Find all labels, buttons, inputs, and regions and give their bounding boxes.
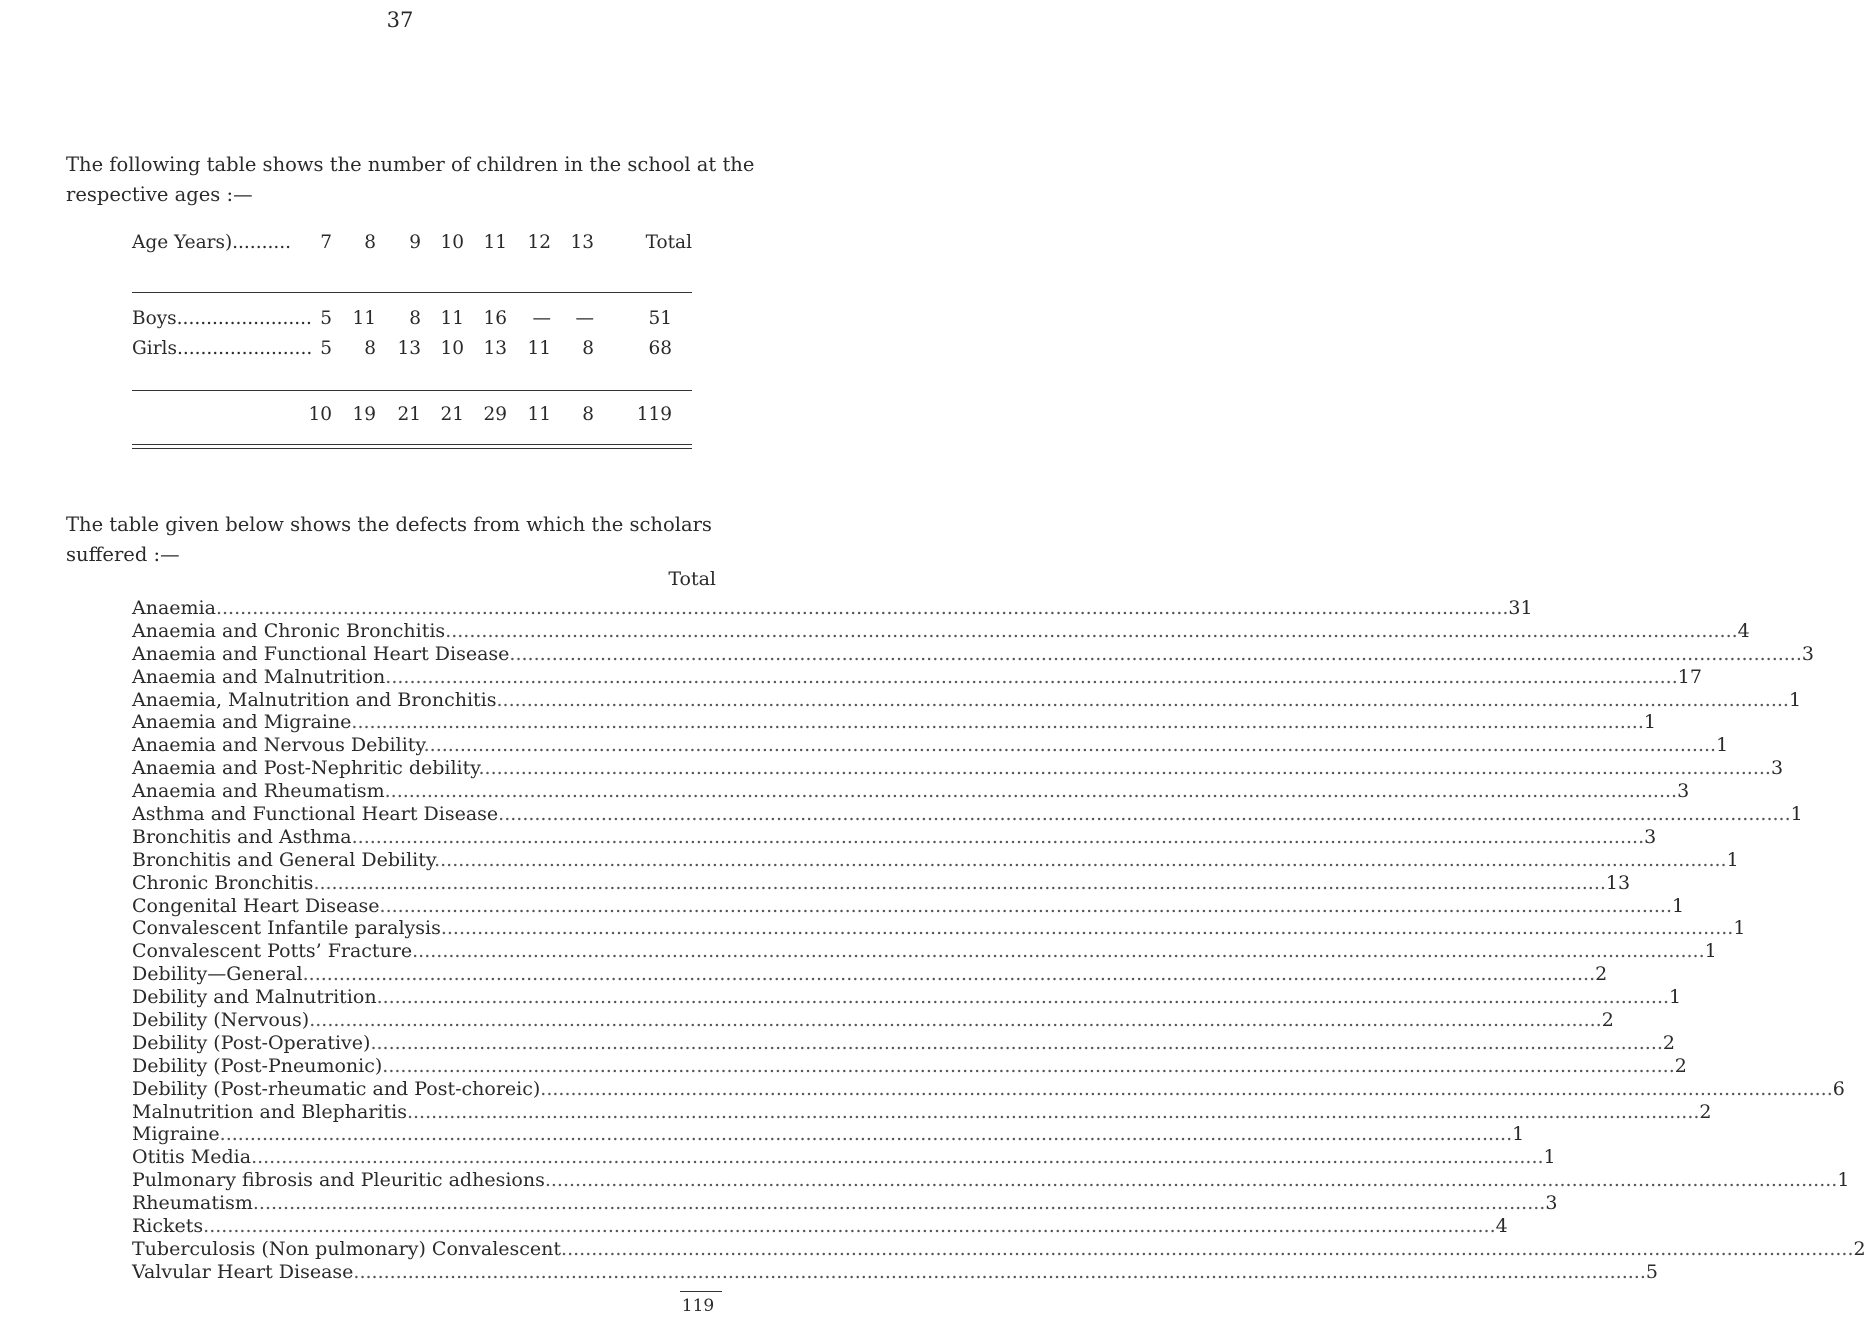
defect-row [132,963,1608,986]
defect-name: Tuberculosis (Non pulmonary) Convalescent ..... [132,1238,1854,1261]
age-header-row [132,232,692,262]
defect-row [132,688,1802,712]
table-rule [132,390,692,391]
defects-total-header: Total [668,568,716,590]
age-cell: — [575,308,594,329]
defect-row [132,1009,1614,1032]
defect-name: Bronchitis and Asthma ..... [132,826,1644,849]
defect-row [132,1031,1676,1055]
defect-row [132,597,1533,620]
age-header-cell: Total [645,232,692,253]
defect-row [132,803,1803,826]
age-cell: 68 [648,338,672,359]
age-cell: 8 [582,338,594,359]
defect-count: 3 [1677,780,1690,803]
defect-row [132,665,1702,689]
age-header-label: Age Years).......... [132,232,291,253]
defect-name: Anaemia and Malnutrition ..... [132,666,1678,689]
defect-row [132,1146,1556,1169]
table-double-rule [132,444,692,445]
defect-name: Anaemia and Rheumatism ..... [132,780,1677,803]
age-header-cell: 12 [527,232,551,253]
age-cell: 8 [364,338,376,359]
defect-count: 1 [1790,803,1803,826]
defect-count: 4 [1737,619,1750,642]
defect-count: 4 [1495,1215,1508,1238]
defect-name: Convalescent Infantile paralysis ..... [132,917,1733,940]
age-cell: 11 [527,338,551,359]
age-header-cell: 8 [364,232,376,253]
defect-count: 6 [1832,1077,1845,1100]
defect-count: 1 [1512,1123,1525,1146]
defect-count: 1 [1543,1146,1556,1169]
defect-count: 3 [1644,825,1657,848]
defect-count: 5 [1645,1260,1658,1283]
defect-row [132,1077,1845,1101]
age-cell: — [532,308,551,329]
defect-row [132,940,1717,963]
age-header-cell: 10 [440,232,464,253]
defect-name: Debility (Post-rheumatic and Post-choreic) ..... [132,1078,1833,1101]
defects-intro: The table given below shows the defects from which the scholars suffered :— [66,513,712,566]
age-table-intro: The following table shows the number of children in the school at the respective ages :— [66,153,755,206]
defect-name: Anaemia and Nervous Debility ..... [132,734,1716,757]
age-total-cell: 21 [397,404,421,425]
defect-row [132,1260,1658,1284]
defects-list [132,597,1866,1284]
defect-name: Anaemia and Post-Nephritic debility ..... [132,757,1771,780]
defect-count: 1 [1788,688,1802,711]
defect-name: Anaemia ..... [132,597,1508,620]
defect-count: 2 [1853,1237,1866,1260]
defect-name: Debility (Post-Operative) ..... [132,1032,1663,1055]
girls-row [132,338,692,368]
defect-name: Migraine ..... [132,1123,1512,1146]
age-cell: 51 [648,308,672,329]
defect-name: Anaemia and Chronic Bronchitis ..... [132,620,1738,643]
age-cell: 16 [483,308,507,329]
defect-count: 3 [1801,642,1814,665]
defect-name: Malnutrition and Blepharitis ..... [132,1101,1699,1124]
defect-count: 13 [1605,871,1631,894]
defect-row [132,711,1656,734]
defect-count: 1 [1837,1169,1850,1192]
row-label: Boys....................... [132,308,312,329]
grand-total-rule [680,1291,722,1292]
age-cell: 5 [320,338,332,359]
row-label: Girls....................... [132,338,313,359]
defect-name: Rheumatism ..... [132,1192,1545,1215]
age-cell: 10 [440,338,464,359]
defects-grand-total: 119 [681,1296,715,1316]
defect-name: Debility (Nervous) ..... [132,1009,1602,1032]
age-total-cell: 11 [527,404,551,425]
age-cell: 11 [352,308,376,329]
age-total-cell: 21 [440,404,464,425]
defect-count: 1 [1733,917,1746,940]
defect-count: 2 [1699,1100,1712,1123]
age-total-cell: 19 [352,404,376,425]
defect-name: Pulmonary fibrosis and Pleuritic adhesions ..... [132,1169,1837,1192]
defect-row [132,1123,1525,1146]
defect-name: Valvular Heart Disease ..... [132,1261,1646,1284]
age-header-cell: 9 [409,232,421,253]
defect-name: Asthma and Functional Heart Disease ..... [132,803,1791,826]
age-header-cell: 11 [483,232,507,253]
defect-row [132,1237,1866,1261]
defect-count: 2 [1674,1054,1687,1077]
defect-count: 1 [1716,734,1729,757]
age-header-cell: 7 [320,232,332,253]
defect-count: 1 [1643,711,1656,734]
defect-row [132,1215,1508,1238]
table-rule [132,292,692,293]
age-cell: 13 [483,338,507,359]
defect-row [132,917,1746,940]
boys-row [132,308,692,338]
defect-name: Debility and Malnutrition ..... [132,986,1669,1009]
age-cell: 13 [397,338,421,359]
age-header-cell: 13 [570,232,594,253]
defect-row [132,757,1784,780]
defect-row [132,1169,1850,1192]
defect-name: Debility (Post-Pneumonic) ..... [132,1055,1675,1078]
defect-row [132,734,1729,757]
defect-row [132,642,1814,666]
defect-name: Anaemia, Malnutrition and Bronchitis ..... [132,689,1789,712]
defect-count: 3 [1545,1192,1558,1215]
defect-name: Bronchitis and General Debility ..... [132,849,1727,872]
page-number: 37 [386,8,414,32]
defect-count: 17 [1677,665,1702,688]
defect-count: 1 [1704,940,1717,963]
totals-row [132,404,692,434]
age-cell: 11 [440,308,464,329]
age-cell: 5 [320,308,332,329]
defect-row [132,825,1657,849]
defect-count: 2 [1601,1009,1614,1032]
defect-row [132,1100,1712,1124]
defect-row [132,619,1750,643]
age-total-cell: 8 [582,404,594,425]
defect-count: 2 [1662,1031,1676,1054]
defect-name: Otitis Media ..... [132,1146,1544,1169]
defect-count: 1 [1726,848,1739,871]
defect-count: 31 [1508,597,1533,619]
defect-row [132,1054,1687,1078]
defect-count: 3 [1770,757,1784,780]
defect-row [132,871,1631,895]
defect-name: Anaemia and Migraine ..... [132,711,1644,734]
defect-row [132,780,1690,803]
defect-name: Chronic Bronchitis ..... [132,872,1606,895]
defect-count: 1 [1672,894,1685,917]
age-total-cell: 29 [483,404,507,425]
defect-count: 1 [1669,986,1682,1009]
age-total-cell: 10 [308,404,332,425]
defect-row [132,894,1685,918]
defect-row [132,1192,1558,1215]
defect-name: Anaemia and Functional Heart Disease ..... [132,643,1802,666]
defect-name: Rickets ..... [132,1215,1496,1238]
defect-name: Congenital Heart Disease ..... [132,895,1672,918]
table-double-rule [132,448,692,449]
age-total-cell: 119 [636,404,672,425]
defect-row [132,986,1682,1009]
defect-row [132,848,1739,872]
defect-name: Debility—General ..... [132,963,1595,986]
age-cell: 8 [409,308,421,329]
defect-count: 2 [1595,963,1608,986]
defect-name: Convalescent Potts’ Fracture ..... [132,940,1705,963]
